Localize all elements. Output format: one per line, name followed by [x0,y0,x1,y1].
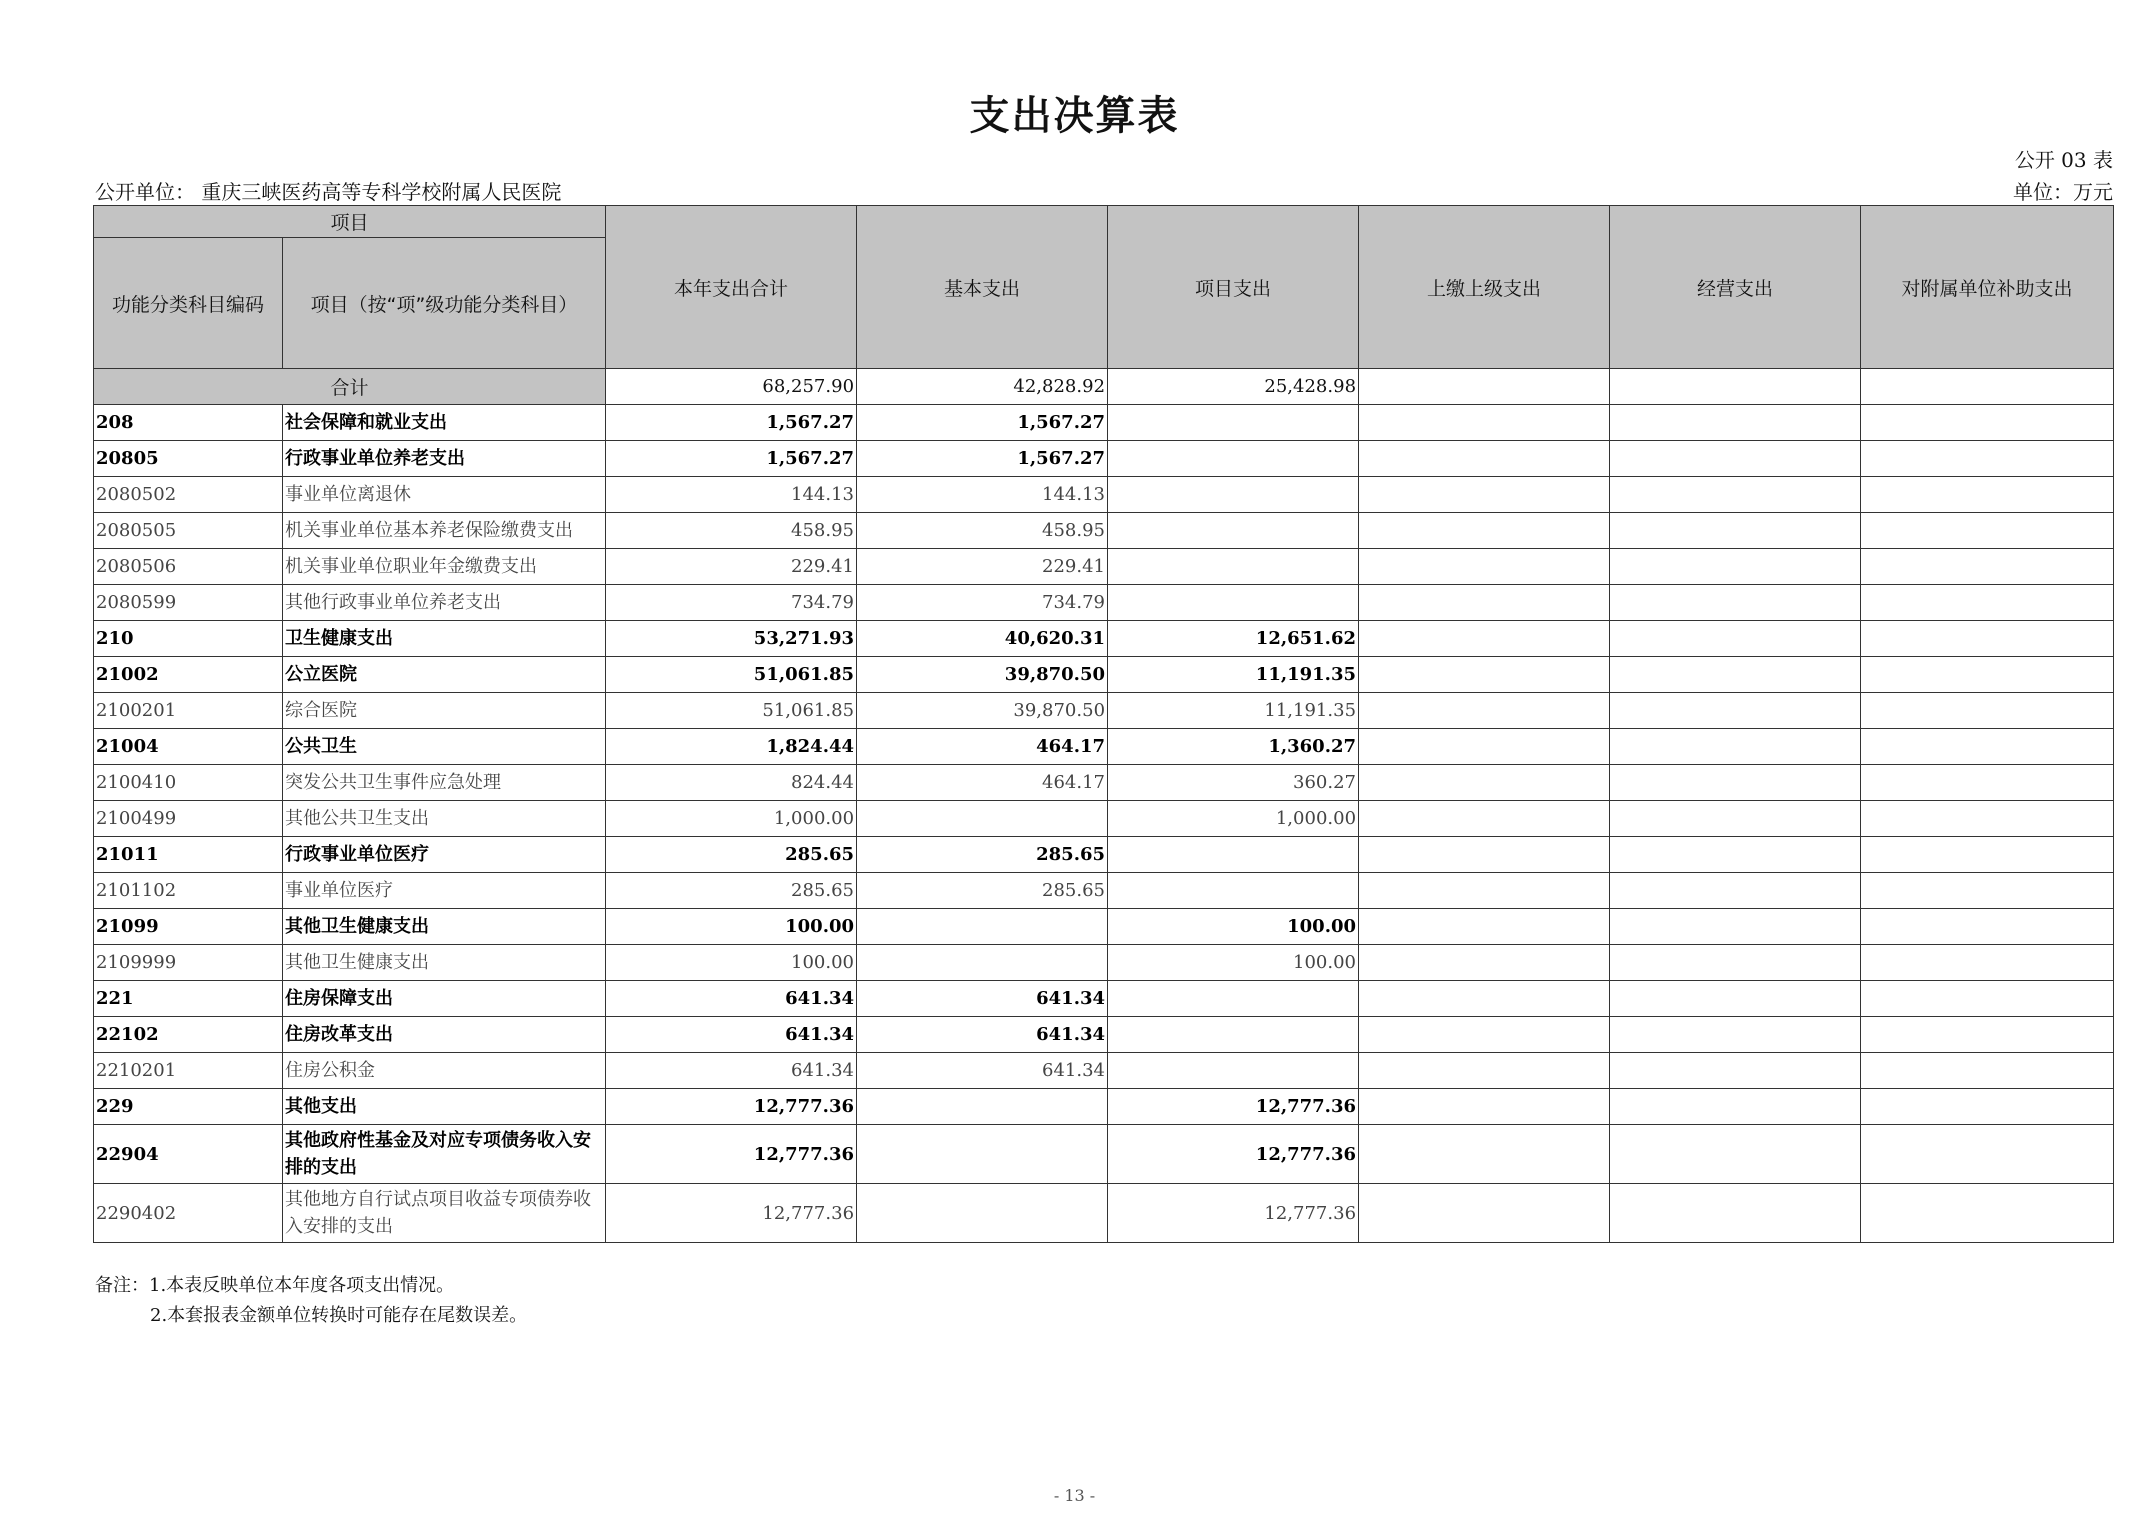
reporting-unit: 公开单位： 重庆三峡医药高等专科学校附属人民医院 [95,180,562,204]
row-basic: 1,567.27 [857,405,1108,441]
row-total: 1,000.00 [606,801,857,837]
row-code: 2109999 [94,945,283,981]
row-total: 641.34 [606,1017,857,1053]
row-upper [1359,1017,1610,1053]
row-basic: 285.65 [857,873,1108,909]
row-name: 机关事业单位基本养老保险缴费支出 [283,513,606,549]
header-name: 项目（按“项”级功能分类科目） [283,238,606,369]
row-name: 其他公共卫生支出 [283,801,606,837]
row-business [1610,873,1861,909]
row-business [1610,477,1861,513]
row-total: 12,777.36 [606,1125,857,1184]
row-upper [1359,1053,1610,1089]
row-total: 51,061.85 [606,657,857,693]
row-business [1610,837,1861,873]
row-business [1610,621,1861,657]
row-name: 突发公共卫生事件应急处理 [283,765,606,801]
row-basic: 229.41 [857,549,1108,585]
table-row [94,1053,2114,1089]
row-name: 事业单位离退休 [283,477,606,513]
row-total: 100.00 [606,945,857,981]
table-row [94,513,2114,549]
row-business [1610,1184,1861,1243]
row-code: 22102 [94,1017,283,1053]
row-name: 综合医院 [283,693,606,729]
row-business [1610,765,1861,801]
row-subsidy [1861,621,2114,657]
row-name: 公立医院 [283,657,606,693]
row-code: 2080506 [94,549,283,585]
row-total: 12,777.36 [606,1089,857,1125]
row-name: 住房公积金 [283,1053,606,1089]
row-basic: 641.34 [857,1017,1108,1053]
row-total: 824.44 [606,765,857,801]
note-1: 备注：1.本表反映单位本年度各项支出情况。 [95,1275,455,1296]
row-name: 其他卫生健康支出 [283,909,606,945]
row-upper [1359,801,1610,837]
row-project [1108,873,1359,909]
row-upper [1359,1125,1610,1184]
row-business [1610,513,1861,549]
row-total: 53,271.93 [606,621,857,657]
row-business [1610,405,1861,441]
row-subsidy [1861,981,2114,1017]
row-business [1610,1125,1861,1184]
row-subsidy [1861,729,2114,765]
header-code: 功能分类科目编码 [94,238,283,369]
total-sum: 68,257.90 [606,369,857,405]
row-business [1610,909,1861,945]
row-basic [857,801,1108,837]
row-code: 210 [94,621,283,657]
note-2: 2.本套报表金额单位转换时可能存在尾数误差。 [150,1305,528,1326]
row-business [1610,1089,1861,1125]
row-name: 行政事业单位养老支出 [283,441,606,477]
row-total: 285.65 [606,837,857,873]
row-business [1610,585,1861,621]
row-project [1108,1017,1359,1053]
row-subsidy [1861,1053,2114,1089]
row-code: 21099 [94,909,283,945]
row-subsidy [1861,513,2114,549]
table-row [94,765,2114,801]
row-total: 1,567.27 [606,441,857,477]
form-number: 公开 03 表 [2014,148,2113,172]
table-row [94,585,2114,621]
row-subsidy [1861,801,2114,837]
row-project: 12,777.36 [1108,1125,1359,1184]
row-business [1610,945,1861,981]
total-upper [1359,369,1610,405]
total-basic: 42,828.92 [857,369,1108,405]
row-subsidy [1861,657,2114,693]
table-row [94,621,2114,657]
row-upper [1359,405,1610,441]
row-business [1610,657,1861,693]
row-subsidy [1861,405,2114,441]
row-subsidy [1861,441,2114,477]
row-code: 2080599 [94,585,283,621]
row-project [1108,477,1359,513]
row-code: 2290402 [94,1184,283,1243]
row-subsidy [1861,765,2114,801]
row-basic: 285.65 [857,837,1108,873]
table-row [94,1125,2114,1184]
row-subsidy [1861,909,2114,945]
row-basic: 40,620.31 [857,621,1108,657]
row-name: 行政事业单位医疗 [283,837,606,873]
row-basic: 39,870.50 [857,693,1108,729]
row-upper [1359,909,1610,945]
row-basic [857,945,1108,981]
row-business [1610,981,1861,1017]
row-total: 1,567.27 [606,405,857,441]
table-row [94,441,2114,477]
row-project: 100.00 [1108,945,1359,981]
row-basic [857,909,1108,945]
row-upper [1359,441,1610,477]
header-upper: 上缴上级支出 [1359,206,1610,369]
row-code: 2100410 [94,765,283,801]
table-row [94,837,2114,873]
table-row [94,909,2114,945]
row-code: 2080502 [94,477,283,513]
row-project [1108,549,1359,585]
row-total: 51,061.85 [606,693,857,729]
row-project: 1,000.00 [1108,801,1359,837]
row-subsidy [1861,1089,2114,1125]
total-project: 25,428.98 [1108,369,1359,405]
row-business [1610,549,1861,585]
row-name: 卫生健康支出 [283,621,606,657]
row-basic: 144.13 [857,477,1108,513]
row-business [1610,729,1861,765]
table-row [94,549,2114,585]
row-project [1108,1053,1359,1089]
row-project: 360.27 [1108,765,1359,801]
total-subsidy [1861,369,2114,405]
row-total: 1,824.44 [606,729,857,765]
row-upper [1359,585,1610,621]
row-basic [857,1089,1108,1125]
row-project: 11,191.35 [1108,657,1359,693]
row-subsidy [1861,1125,2114,1184]
row-code: 221 [94,981,283,1017]
row-project [1108,441,1359,477]
row-business [1610,693,1861,729]
row-upper [1359,1089,1610,1125]
table-row [94,1089,2114,1125]
row-subsidy [1861,945,2114,981]
total-business [1610,369,1861,405]
page-title: 支出决算表 [969,93,1180,139]
row-project: 1,360.27 [1108,729,1359,765]
header-project: 项目支出 [1108,206,1359,369]
row-project: 12,777.36 [1108,1184,1359,1243]
row-upper [1359,765,1610,801]
row-total: 229.41 [606,549,857,585]
row-name: 其他卫生健康支出 [283,945,606,981]
row-name: 公共卫生 [283,729,606,765]
row-upper [1359,477,1610,513]
row-upper [1359,549,1610,585]
row-basic: 641.34 [857,1053,1108,1089]
row-name: 其他地方自行试点项目收益专项债券收入安排的支出 [283,1184,606,1243]
row-total: 641.34 [606,981,857,1017]
row-name: 事业单位医疗 [283,873,606,909]
row-code: 229 [94,1089,283,1125]
row-basic [857,1184,1108,1243]
row-business [1610,1053,1861,1089]
row-name: 其他行政事业单位养老支出 [283,585,606,621]
table-row [94,657,2114,693]
header-subsidy: 对附属单位补助支出 [1861,206,2114,369]
row-upper [1359,945,1610,981]
total-label: 合计 [94,369,606,405]
row-total: 144.13 [606,477,857,513]
header-project-group: 项目 [94,206,606,238]
table-row [94,1017,2114,1053]
row-basic: 464.17 [857,729,1108,765]
row-business [1610,441,1861,477]
table-row [94,981,2114,1017]
row-subsidy [1861,477,2114,513]
row-basic: 734.79 [857,585,1108,621]
table-row [94,693,2114,729]
header-business: 经营支出 [1610,206,1861,369]
row-subsidy [1861,693,2114,729]
row-subsidy [1861,873,2114,909]
row-code: 2080505 [94,513,283,549]
row-code: 20805 [94,441,283,477]
row-upper [1359,513,1610,549]
table-row [94,729,2114,765]
table-row [94,477,2114,513]
row-project [1108,837,1359,873]
row-name: 其他支出 [283,1089,606,1125]
row-upper [1359,621,1610,657]
row-upper [1359,837,1610,873]
row-name: 住房保障支出 [283,981,606,1017]
row-project: 11,191.35 [1108,693,1359,729]
row-upper [1359,873,1610,909]
row-subsidy [1861,1017,2114,1053]
row-code: 21002 [94,657,283,693]
header-total: 本年支出合计 [606,206,857,369]
row-code: 21004 [94,729,283,765]
row-project [1108,585,1359,621]
row-upper [1359,693,1610,729]
total-row [94,369,2114,405]
row-basic: 641.34 [857,981,1108,1017]
row-total: 641.34 [606,1053,857,1089]
row-business [1610,1017,1861,1053]
row-name: 其他政府性基金及对应专项债务收入安排的支出 [283,1125,606,1184]
row-total: 458.95 [606,513,857,549]
row-project [1108,981,1359,1017]
row-name: 社会保障和就业支出 [283,405,606,441]
row-code: 2210201 [94,1053,283,1089]
row-name: 住房改革支出 [283,1017,606,1053]
row-project: 12,777.36 [1108,1089,1359,1125]
table-row [94,945,2114,981]
row-project [1108,513,1359,549]
row-project: 12,651.62 [1108,621,1359,657]
row-business [1610,801,1861,837]
row-subsidy [1861,837,2114,873]
row-name: 机关事业单位职业年金缴费支出 [283,549,606,585]
row-code: 21011 [94,837,283,873]
row-project: 100.00 [1108,909,1359,945]
row-total: 285.65 [606,873,857,909]
row-basic [857,1125,1108,1184]
row-project [1108,405,1359,441]
row-basic: 1,567.27 [857,441,1108,477]
table-row [94,801,2114,837]
currency-unit: 单位：万元 [2013,180,2113,204]
row-total: 12,777.36 [606,1184,857,1243]
header-basic: 基本支出 [857,206,1108,369]
row-upper [1359,729,1610,765]
table-row [94,1184,2114,1243]
page-number: - 13 - [1053,1486,1096,1505]
row-upper [1359,657,1610,693]
table-row [94,405,2114,441]
row-code: 2100499 [94,801,283,837]
row-total: 734.79 [606,585,857,621]
row-basic: 39,870.50 [857,657,1108,693]
row-code: 2101102 [94,873,283,909]
row-upper [1359,1184,1610,1243]
row-upper [1359,981,1610,1017]
row-subsidy [1861,1184,2114,1243]
row-code: 208 [94,405,283,441]
table-row [94,873,2114,909]
row-code: 2100201 [94,693,283,729]
expenditure-table [93,205,2114,1243]
row-basic: 458.95 [857,513,1108,549]
row-code: 22904 [94,1125,283,1184]
row-total: 100.00 [606,909,857,945]
row-subsidy [1861,549,2114,585]
row-basic: 464.17 [857,765,1108,801]
row-subsidy [1861,585,2114,621]
